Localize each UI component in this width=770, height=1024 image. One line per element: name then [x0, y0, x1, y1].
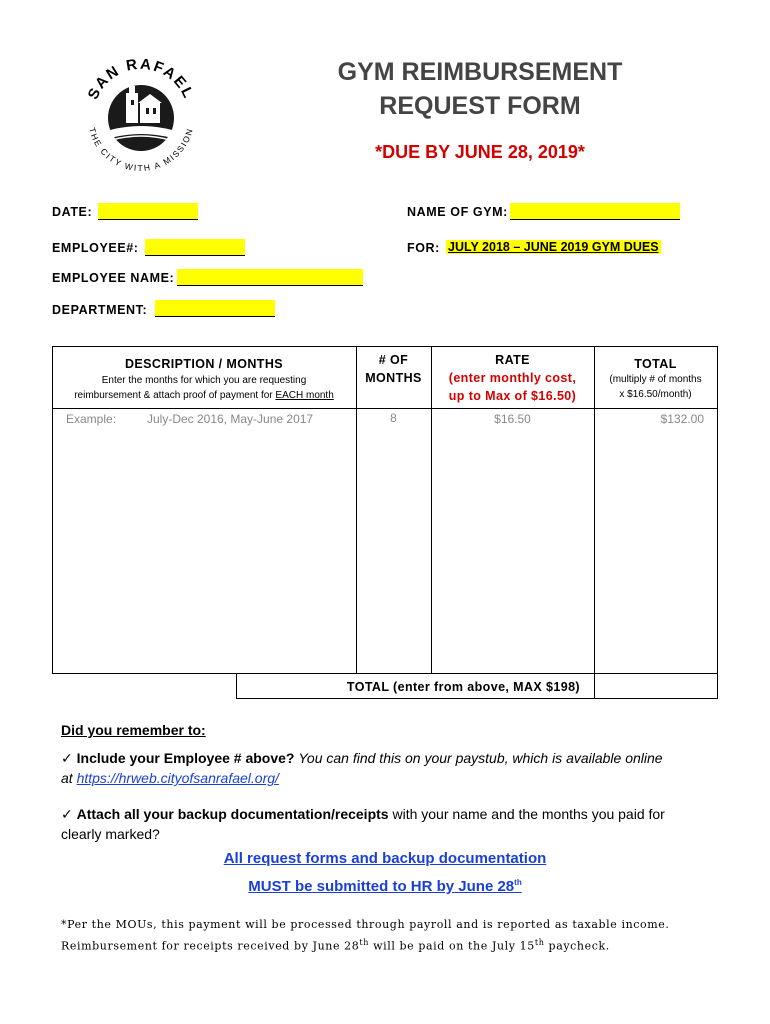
svg-text:SAN RAFAEL: SAN RAFAEL	[84, 55, 198, 103]
example-rate: $16.50	[494, 412, 531, 426]
for-value: JULY 2018 – JUNE 2019 GYM DUES	[448, 240, 659, 254]
employee-name-field[interactable]	[177, 269, 363, 286]
rate-header: RATE	[495, 353, 530, 367]
rate-entry-area[interactable]	[432, 430, 594, 672]
svg-text:THE CITY WITH A MISSION: THE CITY WITH A MISSION	[87, 126, 196, 174]
gym-name-label: NAME OF GYM:	[407, 205, 508, 219]
city-seal-logo	[76, 48, 206, 178]
for-label: FOR:	[407, 241, 440, 255]
footnote-line1: *Per the MOUs, this payment will be processed through payroll and is reported as taxable income.	[61, 918, 670, 931]
description-sub-line1: Enter the months for which you are requesting	[101, 375, 307, 386]
reminder-heading: Did you remember to:	[61, 722, 206, 738]
total-header: TOTAL	[634, 357, 677, 371]
example-months: July-Dec 2016, May-June 2017	[147, 412, 314, 426]
employee-name-label: EMPLOYEE NAME:	[52, 271, 175, 285]
grand-total-label: TOTAL (enter from above, MAX $198)	[346, 680, 580, 694]
due-date: *DUE BY JUNE 28, 2019*	[375, 142, 585, 162]
total-entry-area[interactable]	[595, 430, 717, 672]
rate-sub-line1: (enter monthly cost,	[448, 371, 577, 385]
department-label: DEPARTMENT:	[52, 303, 148, 317]
total-sub-line1: (multiply # of months	[609, 374, 702, 385]
department-field[interactable]	[155, 300, 275, 317]
submission-notice-line1: All request forms and backup documentation	[223, 850, 547, 867]
employee-number-label: EMPLOYEE#:	[52, 241, 139, 255]
description-entry-area[interactable]	[53, 430, 356, 672]
hrweb-link[interactable]: https://hrweb.cityofsanrafael.org/	[76, 770, 279, 786]
reminder-item-documentation: ✓ Attach all your backup documentation/receipts with your name and the months you paid for clearly marked?	[61, 806, 665, 842]
check-icon: ✓	[61, 806, 73, 822]
months-header-line1: # OF	[378, 353, 409, 367]
description-sub-line2: reimbursement & attach proof of payment for EACH month	[74, 390, 334, 401]
date-label: DATE:	[52, 205, 93, 219]
employee-number-field[interactable]	[145, 239, 245, 256]
footnote-line2: Reimbursement for receipts received by June 28th will be paid on the July 15th paycheck.	[61, 938, 610, 953]
submission-notice-line2: MUST be submitted to HR by June 28th	[248, 878, 522, 895]
example-count: 8	[390, 411, 397, 425]
grand-total-field[interactable]	[595, 674, 717, 698]
rate-sub-line2: up to Max of $16.50)	[448, 389, 577, 403]
example-label: Example:	[66, 412, 117, 426]
footnote	[61, 916, 741, 956]
check-icon: ✓	[61, 750, 73, 766]
form-title-line2: REQUEST FORM	[379, 92, 581, 120]
total-sub-line2: x $16.50/month)	[619, 389, 692, 400]
date-field[interactable]	[98, 203, 198, 220]
reminder-item-employee-number: ✓ Include your Employee # above? You can find this on your paystub, which is available online at https://hrweb.cityofsanrafael.org/	[61, 750, 663, 786]
description-header: DESCRIPTION / MONTHS	[124, 357, 283, 371]
form-title-line1: GYM REIMBURSEMENT	[337, 58, 623, 86]
gym-name-field[interactable]	[510, 203, 680, 220]
months-entry-area[interactable]	[357, 430, 431, 672]
example-total: $132.00	[660, 412, 704, 426]
months-header-line2: MONTHS	[365, 371, 422, 385]
